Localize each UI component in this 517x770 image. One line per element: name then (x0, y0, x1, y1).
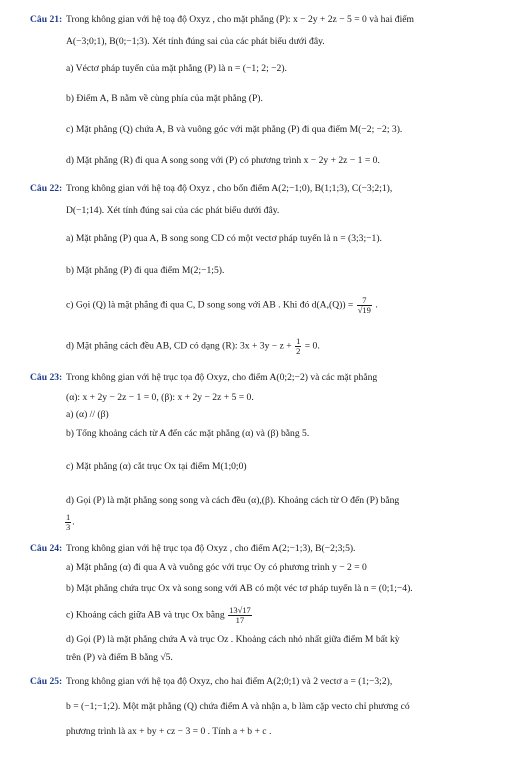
q24-stem-1: Trong không gian với hệ trục tọa độ Oxyz , cho điểm A(2;−1;3), B(−2;3;5). (66, 543, 356, 554)
q24-item-a: a) Mặt phẳng (α) đi qua A và vuông góc với trục Oy có phương trình y − 2 = 0 (66, 562, 367, 573)
q21-item-d: d) Mặt phẳng (R) đi qua A song song với (P) có phương trình x − 2y + 2z − 1 = 0. (66, 155, 380, 166)
q21-stem-2: A(−3;0;1), B(0;−1;3). Xét tính đúng sai của các phát biểu dưới đây. (66, 36, 325, 47)
q25-stem-2: b = (−1;−1;2). Một mặt phẳng (Q) chứa điểm A và nhận a, b làm cặp vecto chỉ phương có (66, 701, 410, 712)
q22-item-c-text: c) Gọi (Q) là mặt phẳng đi qua C, D song song với AB . Khi đó d(A,(Q)) = (66, 299, 354, 311)
q23-item-d-end: . (72, 516, 75, 528)
fraction-denominator: 2 (296, 346, 301, 356)
q21-label (30, 14, 62, 26)
q23-number: Câu 23: (30, 372, 63, 383)
fraction-numerator: 1 (296, 336, 301, 346)
q23-item-c: c) Mặt phẳng (α) cắt trục Ox tại điểm M(1;0;0) (66, 461, 247, 472)
q22-item-c (66, 296, 378, 315)
q24-item-c-text: c) Khoảng cách giữa AB và trục Ox bằng (66, 609, 225, 621)
q23-item-d-fraction-line (64, 513, 75, 532)
q24-item-c-fraction (228, 606, 252, 625)
q22-stem-2: D(−1;14). Xét tính đúng sai của các phát biểu dưới đây. (66, 205, 280, 216)
q24-item-c (66, 606, 253, 625)
q25-label (30, 676, 62, 688)
q21-item-c: c) Mặt phẳng (Q) chứa A, B và vuông góc với mặt phẳng (P) đi qua điểm M(−2; −2; 3). (66, 124, 403, 135)
q24-item-d-2: trên (P) và điểm B bằng √5. (66, 652, 173, 663)
q21-item-a: a) Véctơ pháp tuyến của mặt phẳng (P) là n = (−1; 2; −2). (66, 63, 287, 74)
q22-item-d-end: = 0. (304, 340, 320, 352)
q23-stem-2: (α): x + 2y − 2z − 1 = 0, (β): x + 2y − 2z + 5 = 0. (66, 392, 254, 403)
q22-item-d-text: d) Mặt phẳng cách đều AB, CD có dạng (R): 3x + 3y − z + (66, 340, 292, 352)
q23-item-d: d) Gọi (P) là mặt phẳng song song và cách đều (α),(β). Khoảng cách từ O đến (P) bằng (66, 495, 400, 506)
q21-item-b: b) Điểm A, B nằm về cùng phía của mặt phẳng (P). (66, 93, 263, 104)
fraction-denominator: √19 (357, 305, 371, 315)
q23-item-b: b) Tổng khoảng cách từ A đến các mặt phẳng (α) và (β) bằng 5. (66, 428, 310, 439)
q25-number: Câu 25: (30, 676, 63, 687)
q24-number: Câu 24: (30, 543, 63, 554)
q24-item-b: b) Mặt phẳng chứa trục Ox và song song với AB có một véc tơ pháp tuyến là n = (0;1;−4). (66, 583, 413, 594)
q21-stem-1: Trong không gian với hệ toạ độ Oxyz , cho mặt phẳng (P): x − 2y + 2z − 5 = 0 và hai điểm (66, 14, 414, 25)
q22-item-d-fraction (295, 337, 301, 356)
q24-item-d-1: d) Gọi (P) là mặt phẳng chứa A và trục Oz . Khoảng cách nhỏ nhất giữa điểm M bất kỳ (66, 634, 400, 645)
q25-stem-3: phương trình là ax + by + cz − 3 = 0 . Tính a + b + c . (66, 726, 272, 737)
fraction-denominator: 3 (66, 522, 71, 532)
q22-number: Câu 22: (30, 183, 63, 194)
q22-item-a: a) Mặt phẳng (P) qua A, B song song CD có một vectơ pháp tuyến là n = (3;3;−1). (66, 233, 382, 244)
fraction-denominator: 17 (235, 615, 245, 625)
q23-stem-1: Trong không gian với hệ trục tọa độ Oxyz, cho điểm A(0;2;−2) và các mặt phẳng (66, 372, 378, 383)
q23-item-d-fraction (65, 513, 71, 532)
fraction-numerator: 1 (66, 512, 71, 522)
q21-number: Câu 21: (30, 14, 63, 25)
q23-label (30, 372, 62, 384)
fraction-numerator: 7 (357, 296, 372, 306)
q22-stem-1: Trong không gian với hệ toạ độ Oxyz , cho bốn điểm A(2;−1;0), B(1;1;3), C(−3;2;1), (66, 183, 393, 194)
q24-label (30, 543, 62, 555)
q22-item-c-fraction (357, 296, 372, 315)
q22-item-d (66, 337, 320, 356)
q25-stem-1: Trong không gian với hệ tọa độ Oxyz, cho hai điểm A(2;0;1) và 2 vectơ a = (1;−3;2), (66, 676, 393, 687)
q22-item-b: b) Mặt phẳng (P) đi qua điểm M(2;−1;5). (66, 265, 225, 276)
q22-item-c-end: . (375, 299, 378, 311)
q23-item-a: a) (α) // (β) (66, 409, 109, 420)
fraction-numerator: 13√17 (229, 605, 251, 615)
q22-label (30, 183, 62, 195)
